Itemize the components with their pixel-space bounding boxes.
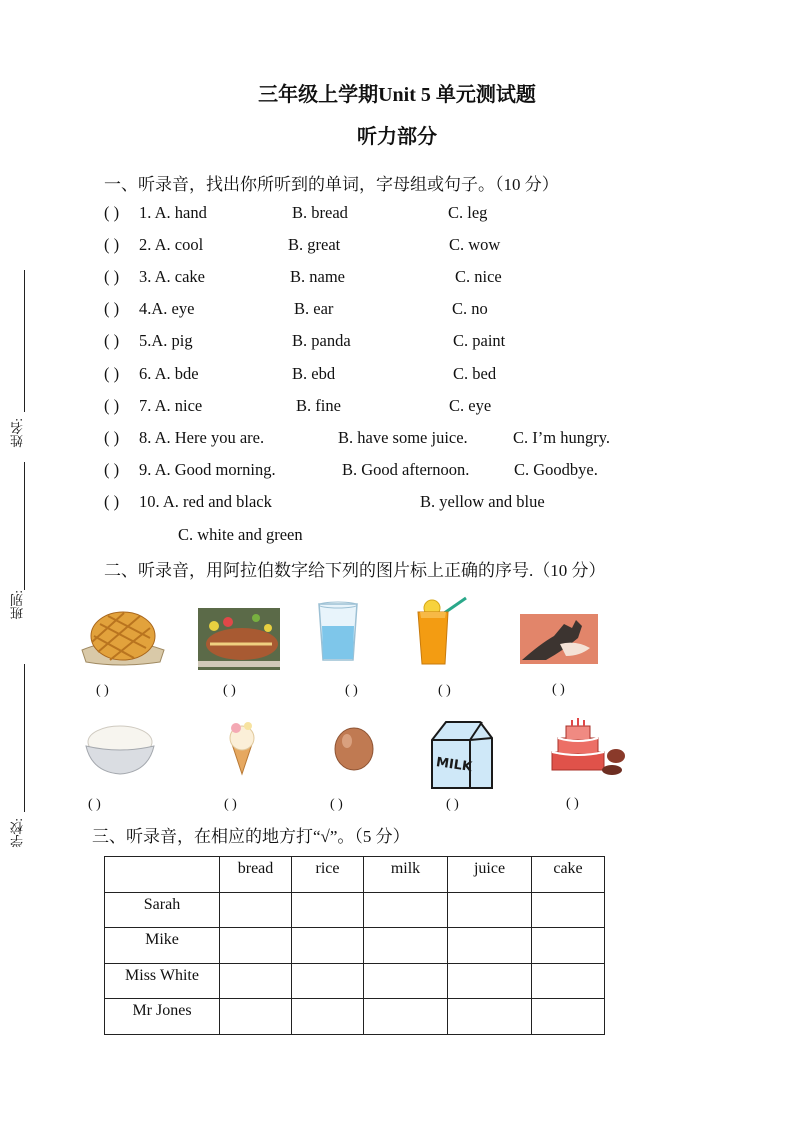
milk-icon bbox=[424, 718, 496, 792]
table-row bbox=[105, 892, 605, 928]
table-row bbox=[105, 999, 605, 1035]
water-icon bbox=[316, 602, 360, 662]
option-b: B. ebd bbox=[292, 364, 336, 383]
question-paren[interactable]: ( ) bbox=[104, 267, 120, 286]
option-b: B. yellow and blue bbox=[420, 492, 545, 511]
answer-blank-8[interactable]: ( ) bbox=[330, 797, 343, 812]
check-cell[interactable] bbox=[532, 892, 605, 928]
column-header: juice bbox=[448, 857, 532, 893]
page-subtitle: 听力部分 bbox=[357, 126, 437, 148]
option-a: 5.A. pig bbox=[139, 331, 193, 350]
option-c: C. wow bbox=[449, 235, 501, 254]
option-b: B. fine bbox=[296, 396, 341, 415]
option-b: B. bread bbox=[292, 203, 348, 222]
option-b: B. name bbox=[290, 267, 345, 286]
section1-heading: 一、听录音，找出你所听到的单词，字母组或句子。（10 分） bbox=[104, 175, 559, 194]
check-cell[interactable] bbox=[448, 928, 532, 964]
check-cell[interactable] bbox=[220, 892, 292, 928]
check-cell[interactable] bbox=[448, 963, 532, 999]
option-a: 2. A. cool bbox=[139, 235, 204, 254]
check-cell[interactable] bbox=[292, 892, 364, 928]
check-cell[interactable] bbox=[220, 963, 292, 999]
name-line bbox=[24, 270, 25, 412]
answer-blank-10[interactable]: ( ) bbox=[566, 796, 579, 811]
option-a: 3. A. cake bbox=[139, 267, 205, 286]
column-header: rice bbox=[292, 857, 364, 893]
row-label: Mike bbox=[105, 928, 220, 964]
question-paren[interactable]: ( ) bbox=[104, 299, 120, 318]
table-row bbox=[105, 963, 605, 999]
question-paren[interactable]: ( ) bbox=[104, 460, 120, 479]
checklist-table bbox=[104, 856, 605, 1035]
check-cell[interactable] bbox=[292, 999, 364, 1035]
school-line bbox=[24, 664, 25, 812]
check-cell[interactable] bbox=[292, 928, 364, 964]
question-paren[interactable]: ( ) bbox=[104, 396, 120, 415]
section3-heading: 三、听录音，在相应的地方打“√”。（5 分） bbox=[92, 827, 410, 846]
question-paren[interactable]: ( ) bbox=[104, 364, 120, 383]
school-label: 学校: bbox=[10, 818, 25, 848]
name-label: 姓名: bbox=[10, 418, 25, 448]
option-a: 10. A. red and black bbox=[139, 492, 272, 511]
question-paren[interactable]: ( ) bbox=[104, 235, 120, 254]
check-cell[interactable] bbox=[364, 963, 448, 999]
column-header: bread bbox=[220, 857, 292, 893]
answer-blank-3[interactable]: ( ) bbox=[345, 683, 358, 698]
option-b: B. great bbox=[288, 235, 341, 254]
answer-blank-9[interactable]: ( ) bbox=[446, 797, 459, 812]
check-cell[interactable] bbox=[364, 892, 448, 928]
check-cell[interactable] bbox=[364, 999, 448, 1035]
ice-cream-icon bbox=[222, 716, 262, 776]
option-a: 6. A. bde bbox=[139, 364, 199, 383]
juice-icon bbox=[414, 596, 470, 666]
option-a: 4.A. eye bbox=[139, 299, 195, 318]
option-a: 7. A. nice bbox=[139, 396, 203, 415]
row-label: Sarah bbox=[105, 892, 220, 928]
check-cell[interactable] bbox=[532, 963, 605, 999]
row-label: Mr Jones bbox=[105, 999, 220, 1035]
hand-shadow-icon bbox=[520, 614, 598, 664]
row-label: Miss White bbox=[105, 963, 220, 999]
egg-icon bbox=[332, 726, 376, 772]
option-c: C. eye bbox=[449, 396, 492, 415]
option-b: B. panda bbox=[292, 331, 351, 350]
table-row bbox=[105, 928, 605, 964]
rice-icon bbox=[84, 720, 156, 776]
class-line bbox=[24, 462, 25, 590]
check-cell[interactable] bbox=[532, 999, 605, 1035]
answer-blank-7[interactable]: ( ) bbox=[224, 797, 237, 812]
answer-blank-2[interactable]: ( ) bbox=[223, 683, 236, 698]
class-label: 班别: bbox=[10, 590, 25, 620]
check-cell[interactable] bbox=[532, 928, 605, 964]
answer-blank-4[interactable]: ( ) bbox=[438, 683, 451, 698]
column-header: milk bbox=[364, 857, 448, 893]
question-paren[interactable]: ( ) bbox=[104, 492, 120, 511]
check-cell[interactable] bbox=[448, 892, 532, 928]
table-corner bbox=[105, 857, 220, 893]
option-c: C. bed bbox=[453, 364, 497, 383]
table-header-row bbox=[105, 857, 605, 893]
section2-heading: 二、听录音，用阿拉伯数字给下列的图片标上正确的序号.（10 分） bbox=[104, 561, 606, 580]
check-cell[interactable] bbox=[220, 999, 292, 1035]
check-cell[interactable] bbox=[364, 928, 448, 964]
option-a: 1. A. hand bbox=[139, 203, 207, 222]
question-paren[interactable]: ( ) bbox=[104, 428, 120, 447]
option-c: C. no bbox=[452, 299, 488, 318]
option-c: C. white and green bbox=[178, 525, 303, 544]
option-c: C. paint bbox=[453, 331, 506, 350]
page-title: 三年级上学期Unit 5 单元测试题 bbox=[258, 84, 536, 106]
option-c: C. leg bbox=[448, 203, 488, 222]
option-b: B. have some juice. bbox=[338, 428, 468, 447]
answer-blank-6[interactable]: ( ) bbox=[88, 797, 101, 812]
fish-icon bbox=[198, 608, 280, 670]
check-cell[interactable] bbox=[220, 928, 292, 964]
check-cell[interactable] bbox=[292, 963, 364, 999]
answer-blank-5[interactable]: ( ) bbox=[552, 682, 565, 697]
check-cell[interactable] bbox=[448, 999, 532, 1035]
milk-label: MILK bbox=[435, 755, 473, 776]
option-a: 9. A. Good morning. bbox=[139, 460, 276, 479]
option-c: C. I’m hungry. bbox=[513, 428, 611, 447]
option-a: 8. A. Here you are. bbox=[139, 428, 265, 447]
question-paren[interactable]: ( ) bbox=[104, 203, 120, 222]
bread-icon bbox=[80, 604, 166, 666]
column-header: cake bbox=[532, 857, 605, 893]
answer-blank-1[interactable]: ( ) bbox=[96, 683, 109, 698]
question-paren[interactable]: ( ) bbox=[104, 331, 120, 350]
option-b: B. ear bbox=[294, 299, 334, 318]
option-c: C. nice bbox=[455, 267, 502, 286]
cake-icon bbox=[546, 716, 628, 778]
option-b: B. Good afternoon. bbox=[342, 460, 470, 479]
option-c: C. Goodbye. bbox=[514, 460, 598, 479]
